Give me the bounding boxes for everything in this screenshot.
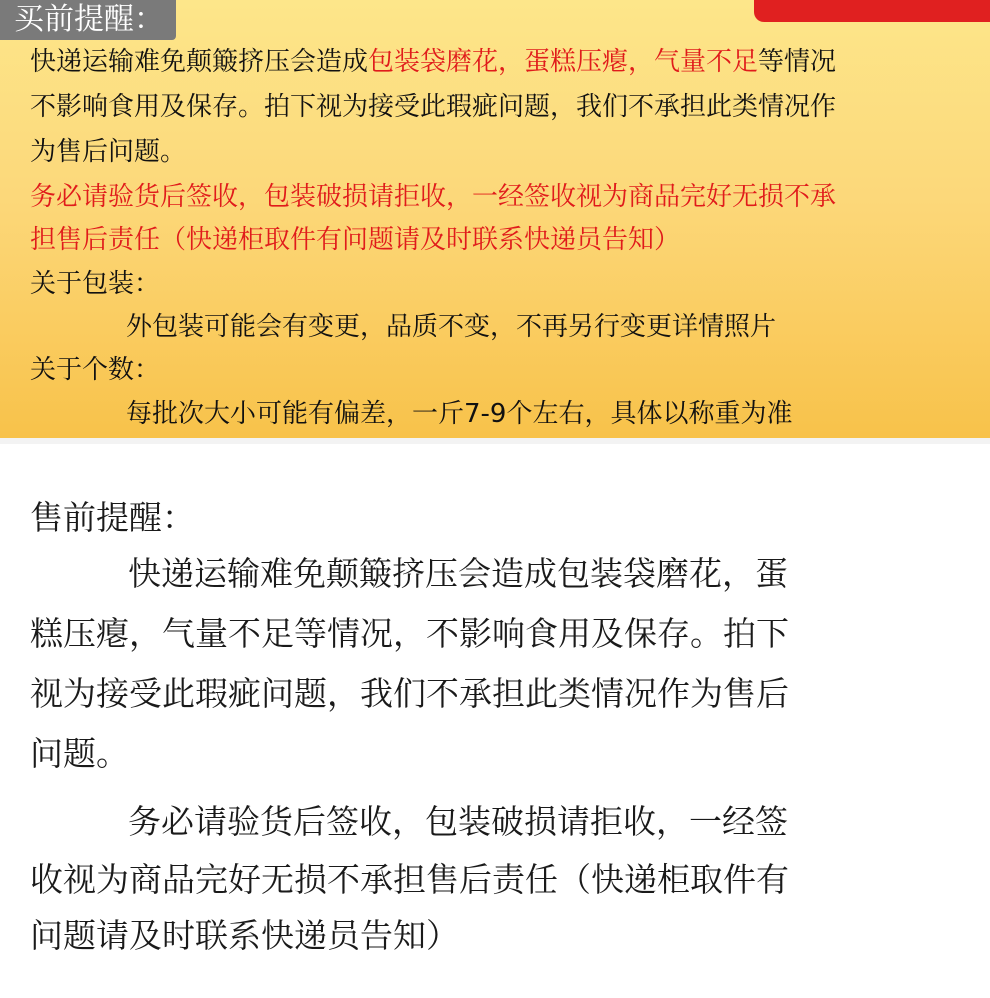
count-heading: 关于个数：: [30, 355, 161, 385]
red-corner-badge: [754, 0, 990, 22]
notice-line-3: 为售后问题。: [30, 137, 187, 167]
notice-line-4-warning: 务必请验货后签收，包装破损请拒收，一经签收视为商品完好无损不承: [30, 182, 837, 212]
notice-line-1-highlight: 包装袋磨花，蛋糕压瘪，气量不足: [368, 47, 759, 77]
presale-p2-line-2: 收视为商品完好无损不承担售后责任（快递柜取件有: [30, 860, 789, 899]
presale-p1-line-3: 视为接受此瑕疵问题，我们不承担此类情况作为售后: [30, 674, 789, 713]
packaging-heading: 关于包装：: [30, 269, 161, 299]
notice-line-5-warning: 担售后责任（快递柜取件有问题请及时联系快递员告知）: [30, 225, 681, 255]
presale-p1-line-1: 快递运输难免颠簸挤压会造成包装袋磨花，蛋: [128, 554, 788, 593]
purchase-notice-panel: [0, 0, 990, 438]
notice-line-1: [30, 42, 836, 82]
presale-p2-line-3: 问题请及时联系快递员告知）: [30, 916, 459, 955]
presale-p1-line-4: 问题。: [30, 734, 129, 773]
notice-line-1-text-a: 快递运输难免颠簸挤压会造成: [30, 47, 369, 77]
presale-p1-line-2: 糕压瘪，气量不足等情况，不影响食用及保存。拍下: [30, 614, 789, 653]
notice-line-2: 不影响食用及保存。拍下视为接受此瑕疵问题，我们不承担此类情况作: [30, 92, 837, 122]
presale-p2-line-1: 务必请验货后签收，包装破损请拒收，一经签: [128, 802, 788, 841]
notice-line-1-text-b: 等情况: [758, 47, 837, 77]
presale-notice-title: 售前提醒：: [30, 498, 195, 537]
packaging-text: 外包装可能会有变更，品质不变，不再另行变更详情照片: [126, 312, 777, 342]
purchase-notice-title: 买前提醒：: [0, 0, 176, 40]
section-divider: [0, 438, 990, 444]
count-text: 每批次大小可能有偏差，一斤7-9个左右，具体以称重为准: [126, 399, 793, 429]
